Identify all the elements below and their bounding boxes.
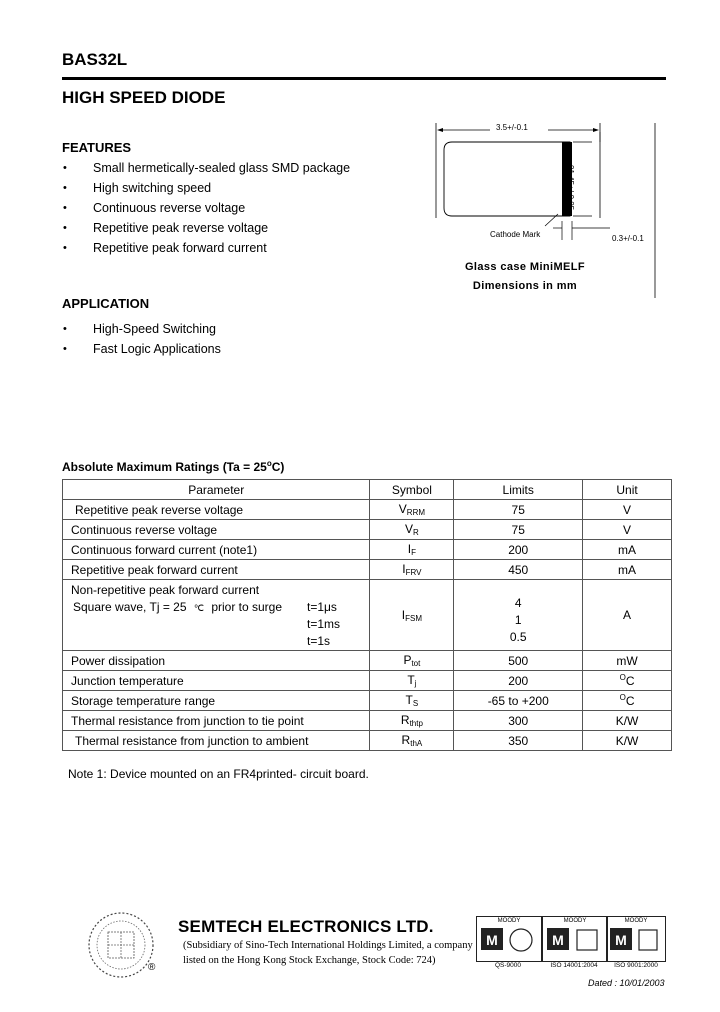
symbol-cell: $R_{thtp}$ [370,711,454,731]
limit-cell: 200 [454,671,583,691]
surge-condition: Square wave, Tj = 25 [73,600,187,614]
table-row [63,560,672,580]
surge-condition-line: Square wave, Tj = 25 ℃ prior to surge t=1μs [73,600,337,614]
symbol-cell: $T_j$ [370,671,454,691]
param-cell: Junction temperature [63,671,370,691]
param-cell: Continuous reverse voltage [63,520,370,540]
certification-logo [476,916,542,962]
diameter-dimension: 01.45+/-0.05 [566,165,575,211]
issue-date: Dated : 10/01/2003 [588,978,665,988]
surge-param: Non-repetitive peak forward current [71,583,260,597]
cathode-mark-label: Cathode Mark [490,230,541,239]
unit-cell: K/W [583,731,672,751]
limit-cell: 75 [454,520,583,540]
feature-item: • High switching speed [62,178,350,198]
table-row [63,711,672,731]
header-symbol: Symbol [370,480,454,500]
surge-time: t=1μs [307,600,337,614]
ratings-title [62,459,284,474]
surge-limit: 4 [514,595,522,610]
cert-label: ISO 9001:2000 [614,962,658,969]
symbol-cell: $V_{RRM}$ [370,500,454,520]
cert-brand: MOODY [624,918,648,924]
company-listing-line: listed on the Hong Kong Stock Exchange, Stock Code: 724) [183,955,436,966]
param-cell: Power dissipation [63,651,370,671]
symbol-cell: $I_{FSM}$ [370,580,454,651]
limit-cell: 450 [454,560,583,580]
package-caption-line2: Dimensions in mm [472,280,578,292]
company-name: SEMTECH ELECTRONICS LTD. [178,917,434,936]
application-heading: APPLICATION [62,296,150,311]
cert-badge-icon [543,924,605,956]
features-list [62,158,350,258]
limit-cell: 75 [454,500,583,520]
svg-text:M: M [486,932,498,948]
table-row [63,691,672,711]
ratings-title-text: Absolute Maximum Ratings (Ta = 25 [62,460,267,474]
header-parameter: Parameter [63,480,370,500]
unit-cell: V [583,520,672,540]
symbol-cell: $I_{FRV}$ [370,560,454,580]
symbol-cell: $I_F$ [370,540,454,560]
footnote: Note 1: Device mounted on an FR4printed- circuit board. [68,767,369,781]
unit-cell: mA [583,560,672,580]
page-subtitle: HIGH SPEED DIODE [62,88,226,107]
feature-item: • Repetitive peak reverse voltage [62,218,350,238]
symbol-cell: $V_R$ [370,520,454,540]
table-row [63,671,672,691]
surge-time: t=1ms [307,617,341,631]
header-rule [62,77,666,80]
unit-cell: $^O$C [583,671,672,691]
symbol-cell: $P_{tot}$ [370,651,454,671]
cert-brand: MOODY [563,918,587,924]
cert-badge-icon [477,924,539,956]
package-caption [440,258,610,296]
surge-limit: 0.5 [509,629,527,644]
ratings-title-degree: o [266,459,272,468]
certification-logo [606,916,666,962]
symbol-cell: $R_{thA}$ [370,731,454,751]
unit-cell: mW [583,651,672,671]
ratings-table [62,479,672,751]
unit-cell: $^O$C [583,691,672,711]
band-dimension: 0.3+/-0.1 [612,234,644,243]
table-row [63,651,672,671]
table-row [63,520,672,540]
table-header-row [63,480,672,500]
company-seal-logo [86,910,156,980]
application-item: • High-Speed Switching [62,319,221,339]
registered-mark: ® [148,962,156,973]
features-heading: FEATURES [62,140,132,155]
application-item: • Fast Logic Applications [62,339,221,359]
limit-cell: 350 [454,731,583,751]
cert-brand: MOODY [497,918,521,924]
param-cell: Repetitive peak reverse voltage [63,500,370,520]
surge-condition-end: prior to surge [211,600,283,614]
unit-cell: A [583,580,672,651]
table-row [63,540,672,560]
unit-cell: K/W [583,711,672,731]
header-unit: Unit [583,480,672,500]
param-cell: Storage temperature range [63,691,370,711]
unit-cell: V [583,500,672,520]
param-cell: Thermal resistance from junction to ambient [63,731,370,751]
cert-badge-icon [607,924,663,956]
surge-time: t=1s [307,634,331,648]
application-list [62,319,221,359]
cert-label: QS-9000 [494,962,522,969]
limit-cell: 200 [454,540,583,560]
company-subsidiary-line: (Subsidiary of Sino-Tech International Holdings Limited, a company [183,940,473,951]
limit-cell [454,580,583,651]
table-row [63,731,672,751]
limit-cell: -65 to +200 [454,691,583,711]
feature-item: • Continuous reverse voltage [62,198,350,218]
header-limits: Limits [454,480,583,500]
unit-cell: mA [583,540,672,560]
table-row [63,500,672,520]
symbol-cell: $T_S$ [370,691,454,711]
param-cell [63,580,370,651]
svg-text:M: M [615,932,627,948]
limit-cell: 500 [454,651,583,671]
param-cell: Thermal resistance from junction to tie point [63,711,370,731]
surge-limit: 1 [514,612,522,627]
certification-logo [542,916,608,962]
length-dimension: 3.5+/-0.1 [496,123,528,132]
feature-item: • Repetitive peak forward current [62,238,350,258]
feature-item: • Small hermetically-sealed glass SMD package [62,158,350,178]
param-cell: Continuous forward current (note1) [63,540,370,560]
svg-text:M: M [552,932,564,948]
param-cell: Repetitive peak forward current [63,560,370,580]
part-number: BAS32L [62,50,128,69]
package-caption-line1: Glass case MiniMELF [464,261,586,273]
table-row-surge [63,580,672,651]
cert-label: ISO 14001:2004 [550,962,598,969]
ratings-title-end: C) [271,460,285,474]
limit-cell: 300 [454,711,583,731]
